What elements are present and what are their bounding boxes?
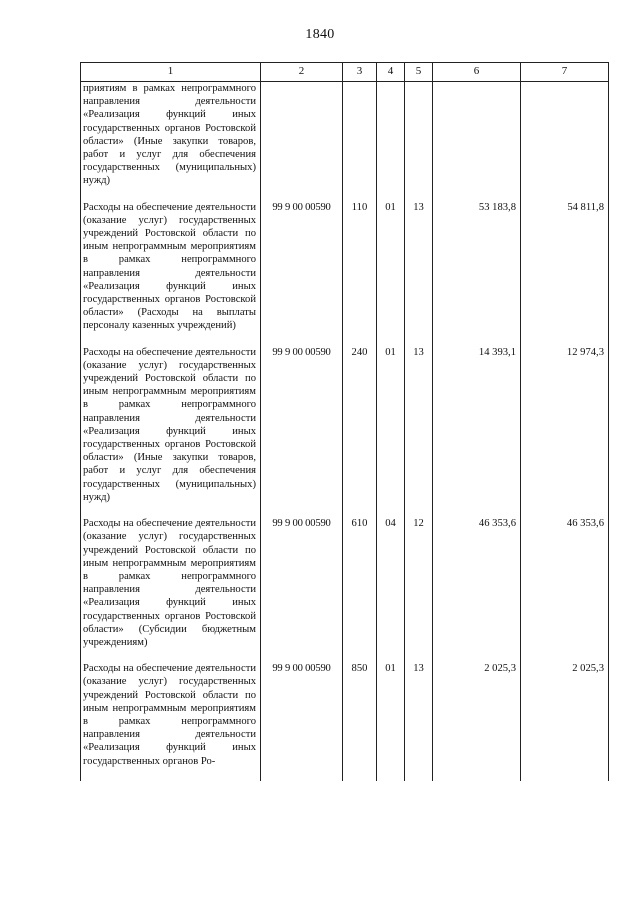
row-section xyxy=(377,82,405,201)
row-amount-year2: 46 353,6 xyxy=(521,517,609,662)
row-subsection: 13 xyxy=(405,201,433,346)
row-expense-type: 110 xyxy=(343,201,377,346)
col-header-4: 4 xyxy=(377,63,405,82)
row-target-code: 99 9 00 00590 xyxy=(261,662,343,781)
row-subsection: 12 xyxy=(405,517,433,662)
table-row xyxy=(81,82,609,201)
row-amount-year1: 46 353,6 xyxy=(433,517,521,662)
row-expense-type: 850 xyxy=(343,662,377,781)
row-description: Расходы на обеспечение деятельности (оказание услуг) государственных учреждений Ростовской области по иным непрограммным мероприятиям в рамках непрограммного направления деятельности «Реализация функций иных государственных органов Ростовской области» (Расходы на выплаты персоналу казенных учреждений) xyxy=(81,201,261,346)
col-header-6: 6 xyxy=(433,63,521,82)
row-amount-year2 xyxy=(521,82,609,201)
row-subsection: 13 xyxy=(405,662,433,781)
row-description: Расходы на обеспечение деятельности (оказание услуг) государственных учреждений Ростовской области по иным непрограммным мероприятиям в рамках непрограммного направления деятельности «Реализация функций иных государственных органов Ростовской области» (Субсидии бюджетным учреждениям) xyxy=(81,517,261,662)
row-expense-type: 240 xyxy=(343,346,377,517)
row-description: Расходы на обеспечение деятельности (оказание услуг) государственных учреждений Ростовской области по иным непрограммным мероприятиям в рамках непрограммного направления деятельности «Реализация функций иных государственных органов Ро- xyxy=(81,662,261,781)
budget-table xyxy=(80,62,609,781)
row-expense-type xyxy=(343,82,377,201)
row-subsection: 13 xyxy=(405,346,433,517)
col-header-3: 3 xyxy=(343,63,377,82)
col-header-5: 5 xyxy=(405,63,433,82)
table-row xyxy=(81,201,609,346)
row-expense-type: 610 xyxy=(343,517,377,662)
row-description: Расходы на обеспечение деятельности (оказание услуг) государственных учреждений Ростовской области по иным непрограммным мероприятиям в рамках непрограммного направления деятельности «Реализация функций иных государственных органов Ростовской области» (Иные закупки товаров, работ и услуг для обеспечения государственных (муниципальных) нужд) xyxy=(81,346,261,517)
row-target-code: 99 9 00 00590 xyxy=(261,517,343,662)
row-section: 01 xyxy=(377,346,405,517)
row-amount-year2: 2 025,3 xyxy=(521,662,609,781)
row-section: 04 xyxy=(377,517,405,662)
col-header-2: 2 xyxy=(261,63,343,82)
table-row xyxy=(81,662,609,781)
row-description: приятиям в рамках непрограммного направления деятельности «Реализация функций иных государственных органов Ростовской области» (Иные закупки товаров, работ и услуг для обеспечения государственных (муниципальных) нужд) xyxy=(81,82,261,201)
row-amount-year1: 53 183,8 xyxy=(433,201,521,346)
row-amount-year1: 14 393,1 xyxy=(433,346,521,517)
table-row xyxy=(81,517,609,662)
row-amount-year1 xyxy=(433,82,521,201)
col-header-7: 7 xyxy=(521,63,609,82)
table-row xyxy=(81,346,609,517)
row-target-code: 99 9 00 00590 xyxy=(261,201,343,346)
row-section: 01 xyxy=(377,662,405,781)
row-target-code: 99 9 00 00590 xyxy=(261,346,343,517)
row-section: 01 xyxy=(377,201,405,346)
page-number: 1840 xyxy=(305,27,335,42)
row-target-code xyxy=(261,82,343,201)
row-subsection xyxy=(405,82,433,201)
row-amount-year1: 2 025,3 xyxy=(433,662,521,781)
header-row xyxy=(81,63,609,82)
row-amount-year2: 12 974,3 xyxy=(521,346,609,517)
row-amount-year2: 54 811,8 xyxy=(521,201,609,346)
col-header-1: 1 xyxy=(81,63,261,82)
